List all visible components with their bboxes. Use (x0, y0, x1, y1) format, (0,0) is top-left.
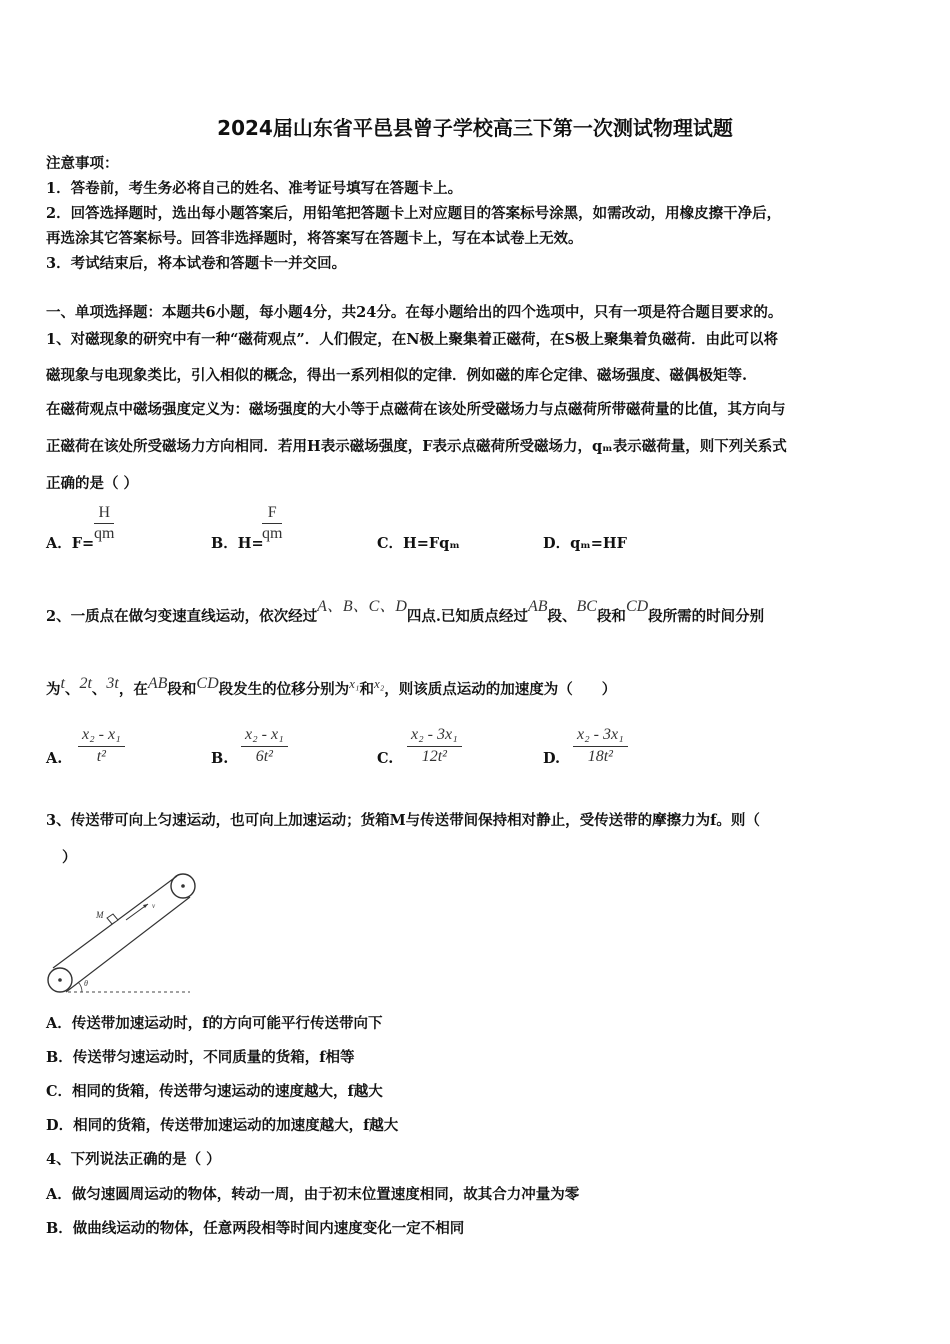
q1-option-d: D．qₘ=HF (543, 535, 627, 552)
q2-x1: x₁ (349, 676, 360, 691)
angle-arc (78, 982, 82, 992)
q2-points: A、B、C、D (317, 598, 407, 615)
q3-option-a: A．传送带加速运动时，f的方向可能平行传送带向下 (46, 1015, 383, 1032)
q2-option-b-denominator: 6t² (255, 748, 273, 765)
q2-text: ，在 (118, 681, 148, 698)
q1-stem-line: 1、对磁现象的研究中有一种“磁荷观点”．人们假定，在N极上聚集着正磁荷，在S极上聚集着负磁荷．由此可以将 (46, 331, 778, 348)
q3-option-c: C．相同的货箱，传送带匀速运动的速度越大，f越大 (46, 1083, 383, 1100)
q2-stem-line-2 (46, 675, 617, 699)
q2-option-b-numerator: x₂ - x₁ (245, 726, 284, 743)
q4-option-b: B．做曲线运动的物体，任意两段相等时间内速度变化一定不相同 (46, 1220, 465, 1237)
q1-option-a-label: A．F= (46, 535, 95, 552)
q2-option-d-numerator: x₂ - 3x₁ (577, 726, 624, 743)
q2-text: 四点.已知质点经过 (406, 608, 528, 625)
box-m (107, 914, 118, 924)
q2-text: 、 (64, 681, 80, 698)
q2-option-c-label: C. (377, 750, 394, 767)
notice-item: 1．答卷前，考生务必将自己的姓名、准考证号填写在答题卡上。 (46, 180, 463, 197)
q2-text: 为 (46, 681, 61, 698)
q1-option-b-label: B．H= (211, 535, 264, 552)
q1-stem-line: 磁现象与电现象类比，引入相似的概念，得出一系列相似的定律．例如磁的库仑定律、磁场强度、磁偶极矩等. (46, 367, 748, 384)
conveyor-belt-figure (40, 868, 200, 998)
q1-option-a-numerator: H (98, 504, 110, 521)
q2-option-b-fraction (241, 726, 288, 766)
q2-seg-cd: CD (196, 675, 219, 692)
q1-stem-line: 在磁荷观点中磁场强度定义为：磁场强度的大小等于点磁荷在该处所受磁场力与点磁荷所带磁荷量的比值，其方向与 (46, 401, 786, 418)
q2-option-a-fraction (78, 726, 125, 766)
q2-option-a-numerator: x₂ - x₁ (82, 726, 121, 743)
q2-option-c-numerator: x₂ - 3x₁ (411, 726, 458, 743)
q2-seg-cd: CD (625, 598, 649, 615)
q2-time-3: 3t (106, 675, 119, 692)
q2-text: 段、 (547, 608, 577, 625)
q1-stem-line: 正磁荷在该处所受磁场力方向相同．若用H表示磁场强度，F表示点磁荷所受磁场力，qₘ表示磁荷量，则下列关系式 (46, 438, 787, 455)
q1-option-c: C．H=Fqₘ (377, 535, 460, 552)
q2-option-d-fraction (573, 726, 628, 766)
q1-option-b-numerator: F (267, 504, 277, 521)
q2-seg-ab: AB (527, 598, 548, 615)
notice-item: 2．回答选择题时，选出每小题答案后，用铅笔把答题卡上对应题目的答案标号涂黑，如需改动，用橡皮擦干净后， (46, 205, 782, 222)
notice-heading: 注意事项： (46, 155, 119, 172)
q2-text: ，则该质点运动的加速度为（ ） (384, 681, 617, 698)
angle-label: θ (84, 979, 88, 988)
notice-item: 再选涂其它答案标号。回答非选择题时，将答案写在答题卡上，写在本试卷上无效。 (46, 230, 583, 247)
q2-seg-ab: AB (147, 675, 168, 692)
q2-option-c-fraction (407, 726, 462, 766)
q2-option-b-label: B. (211, 750, 229, 767)
page-title: 2024届山东省平邑县曾子学校高三下第一次测试物理试题 (217, 116, 733, 140)
q3-option-b: B．传送带匀速运动时，不同质量的货箱，f相等 (46, 1049, 355, 1066)
q2-option-c-denominator: 12t² (421, 748, 447, 765)
q2-seg-bc: BC (576, 598, 597, 615)
q2-stem-line-1 (46, 598, 765, 626)
section-heading: 一、单项选择题：本题共6小题，每小题4分，共24分。在每小题给出的四个选项中，只有一项是符合题目要求的。 (46, 304, 783, 321)
q3-option-d: D．相同的货箱，传送带加速运动的加速度越大，f越大 (46, 1117, 399, 1134)
q3-stem-line: 3、传送带可向上匀速运动，也可向上加速运动；货箱M与传送带间保持相对静止，受传送带的摩擦力为f。则（ (46, 812, 760, 829)
q2-text: 和 (359, 681, 374, 698)
q2-text: 段和 (167, 681, 197, 698)
q4-stem: 4、下列说法正确的是（ ） (46, 1151, 221, 1168)
q2-option-a-denominator: t² (96, 748, 106, 765)
q2-text: 段发生的位移分别为 (218, 681, 350, 698)
q1-stem-line: 正确的是（ ） (46, 475, 139, 492)
q1-option-b-fraction (262, 504, 282, 543)
q4-option-a: A．做匀速圆周运动的物体，转动一周，由于初末位置速度相同，故其合力冲量为零 (46, 1186, 580, 1203)
q2-text: 段和 (596, 608, 626, 625)
q2-option-a-label: A. (46, 750, 63, 767)
notice-item: 3．考试结束后，将本试卷和答题卡一并交回。 (46, 255, 347, 272)
q2-time-2: 2t (79, 675, 92, 692)
box-label: M (96, 910, 104, 920)
q1-option-b-denominator: qm (262, 525, 283, 542)
q3-stem-line: ） (62, 849, 77, 866)
q2-option-d-denominator: 18t² (587, 748, 613, 765)
q2-text: 、 (91, 681, 107, 698)
top-roller-axle (181, 884, 185, 888)
bottom-roller-axle (58, 978, 62, 982)
q2-x2: x₂ (373, 676, 385, 691)
q2-text: 段所需的时间分别 (648, 608, 765, 625)
q2-time-1: t (60, 675, 65, 692)
q1-option-a-fraction (94, 504, 114, 543)
q1-option-a-denominator: qm (94, 525, 115, 542)
q2-text: 2、一质点在做匀变速直线运动，依次经过 (46, 608, 318, 625)
q2-option-d-label: D. (543, 750, 561, 767)
velocity-label: v (152, 902, 156, 910)
